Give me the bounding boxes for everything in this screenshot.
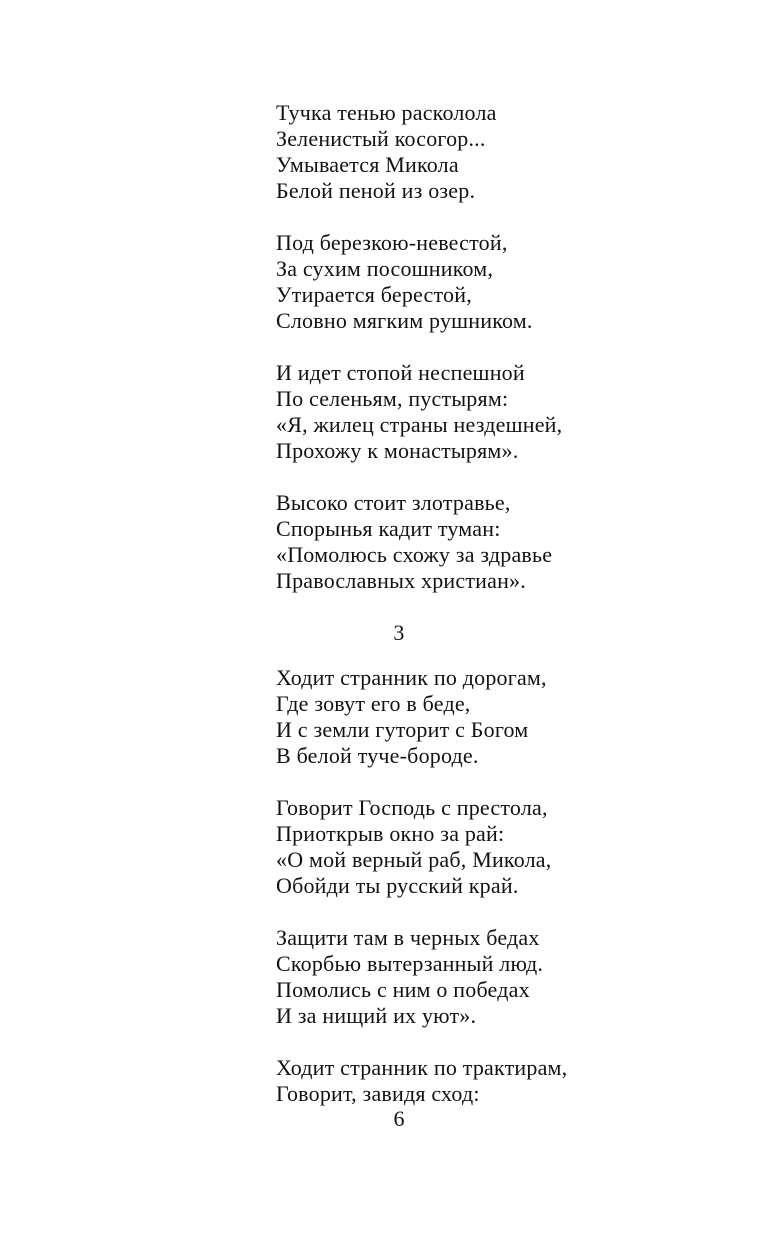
poem-line: В белой туче-бороде. [276,743,479,768]
poem-line: Тучка тенью расколола [276,100,497,125]
poem-line: Православных христиан». [276,568,526,593]
poem-line: По селеньям, пустырям: [276,386,509,411]
poem-line: За сухим посошником, [276,256,494,281]
poem-line: Белой пеной из озер. [276,178,476,203]
poem-line: «Помолюсь схожу за здравье [276,542,553,567]
stanza [276,665,576,769]
poem-line: И идет стопой неспешной [276,360,525,385]
poem-line: Ходит странник по трактирам, [276,1055,568,1080]
poem-line: Под березкою-невестой, [276,230,508,255]
poem-line: Зеленистый косогор... [276,126,486,151]
stanza [276,795,576,899]
poem-line: Скорбью вытерзанный люд. [276,951,544,976]
poem-line: Умывается Микола [276,152,459,177]
stanza [276,490,576,594]
poem-line: И за нищий их уют». [276,1003,477,1028]
poem-line: Утирается берестой, [276,282,472,307]
poem-line: И с земли гуторит с Богом [276,717,529,742]
poem-line: «О мой верный раб, Микола, [276,847,552,872]
poem-line: Помолись с ним о победах [276,977,530,1002]
section-number: 3 [393,620,405,645]
poem-line: Прохожу к монастырям». [276,438,519,463]
stanza [276,925,576,1029]
poem-line: Говорит Господь с престола, [276,795,548,820]
poem-line: Ходит странник по дорогам, [276,665,547,690]
page-number: 6 [393,1106,405,1131]
poem-line: Защити там в черных бедах [276,925,540,950]
poem-line: Говорит, завидя сход: [276,1081,480,1106]
stanza [276,1055,576,1107]
poem-line: Обойди ты русский край. [276,873,519,898]
poem-text [276,100,576,1107]
poem-line: «Я, жилец страны нездешней, [276,412,563,437]
poem-line: Приоткрыв окно за рай: [276,821,505,846]
stanza [276,100,576,204]
poem-line: Где зовут его в беде, [276,691,471,716]
poem-line: Высоко стоит злотравье, [276,490,511,515]
stanza [276,360,576,464]
stanza [276,230,576,334]
poem-line: Словно мягким рушником. [276,308,533,333]
poem-line: Спорынья кадит туман: [276,516,501,541]
